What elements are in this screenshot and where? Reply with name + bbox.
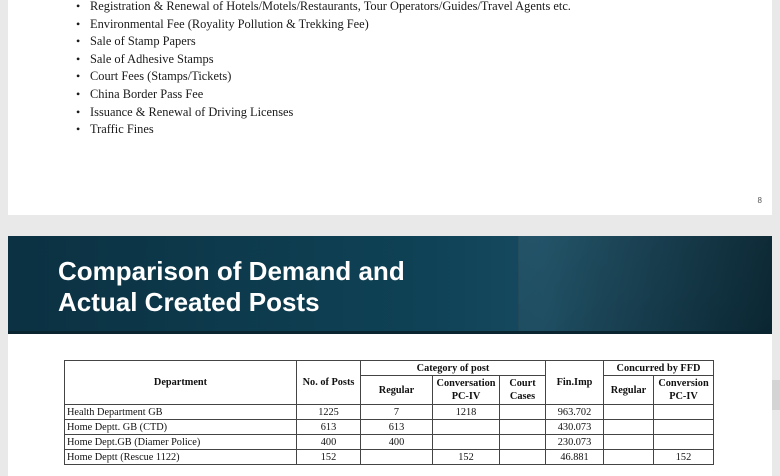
cell-ffd-regular <box>604 450 654 465</box>
cell-conversation <box>433 420 500 435</box>
cell-ffd-regular <box>604 435 654 450</box>
header-no-of-posts: No. of Posts <box>297 361 361 405</box>
header-concurred-by-ffd: Concurred by FFD <box>604 361 714 376</box>
cell-conversation: 152 <box>433 450 500 465</box>
bullet-item: • Sale of Adhesive Stamps <box>78 51 571 69</box>
bullet-item: • Environmental Fee (Royality Pollution & Trekking Fee) <box>78 16 571 34</box>
cell-regular: 400 <box>361 435 433 450</box>
bullet-item: • Court Fees (Stamps/Tickets) <box>78 68 571 86</box>
header-ffd-conversion-pc-iv: Conversion PC-IV <box>654 376 714 405</box>
cell-posts: 152 <box>297 450 361 465</box>
bullet-item: • Sale of Stamp Papers <box>78 33 571 51</box>
cell-department: Home Dept.GB (Diamer Police) <box>65 435 297 450</box>
header-department: Department <box>65 361 297 405</box>
cell-court <box>500 435 546 450</box>
cell-regular <box>361 450 433 465</box>
bullet-item: • Issuance & Renewal of Driving Licenses <box>78 104 571 122</box>
header-ffd-regular: Regular <box>604 376 654 405</box>
posts-comparison-table <box>64 360 714 465</box>
cell-conversation: 1218 <box>433 405 500 420</box>
bottom-slide <box>8 236 772 476</box>
bullet-icon: • <box>76 86 81 101</box>
cell-regular: 613 <box>361 420 433 435</box>
cell-posts: 400 <box>297 435 361 450</box>
top-slide <box>8 0 772 215</box>
cell-fin-imp: 430.073 <box>546 420 604 435</box>
header-conversation-pc-iv: Conversation PC-IV <box>433 376 500 405</box>
table-row <box>65 435 714 450</box>
table-row <box>65 450 714 465</box>
cell-court <box>500 450 546 465</box>
cell-department: Health Department GB <box>65 405 297 420</box>
title-decoration <box>518 236 772 334</box>
cell-ffd-conversion: 152 <box>654 450 714 465</box>
cell-ffd-conversion <box>654 435 714 450</box>
cell-ffd-conversion <box>654 405 714 420</box>
cell-fin-imp: 963.702 <box>546 405 604 420</box>
bullet-icon: • <box>76 34 81 49</box>
bullet-icon: • <box>76 51 81 66</box>
cell-court <box>500 420 546 435</box>
cell-conversation <box>433 435 500 450</box>
bullet-icon: • <box>76 69 81 84</box>
cell-fin-imp: 230.073 <box>546 435 604 450</box>
cell-fin-imp: 46.881 <box>546 450 604 465</box>
bullet-icon: • <box>76 0 81 13</box>
cell-posts: 613 <box>297 420 361 435</box>
bullet-item: • Traffic Fines <box>78 121 571 139</box>
slide-number: 8 <box>757 196 762 205</box>
cell-posts: 1225 <box>297 405 361 420</box>
cell-regular: 7 <box>361 405 433 420</box>
title-band <box>8 236 772 334</box>
cell-ffd-regular <box>604 405 654 420</box>
cell-ffd-regular <box>604 420 654 435</box>
header-category-of-post: Category of post <box>361 361 546 376</box>
bullet-item: • China Border Pass Fee <box>78 86 571 104</box>
cell-ffd-conversion <box>654 420 714 435</box>
table-row <box>65 420 714 435</box>
bullet-icon: • <box>76 16 81 31</box>
bullet-item: • Registration & Renewal of Hotels/Motels/Restaurants, Tour Operators/Guides/Travel Agents etc. <box>78 0 571 16</box>
cell-court <box>500 405 546 420</box>
table-row <box>65 405 714 420</box>
scrollbar-thumb[interactable] <box>772 380 780 410</box>
slide-title: Comparison of Demand and Actual Created Posts <box>58 256 405 317</box>
cell-department: Home Deptt (Rescue 1122) <box>65 450 297 465</box>
header-fin-imp: Fin.Imp <box>546 361 604 405</box>
cell-department: Home Deptt. GB (CTD) <box>65 420 297 435</box>
revenue-sources-list <box>78 0 571 139</box>
header-regular: Regular <box>361 376 433 405</box>
header-court-cases: Court Cases <box>500 376 546 405</box>
title-divider <box>8 331 772 334</box>
bullet-icon: • <box>76 122 81 137</box>
bullet-icon: • <box>76 104 81 119</box>
